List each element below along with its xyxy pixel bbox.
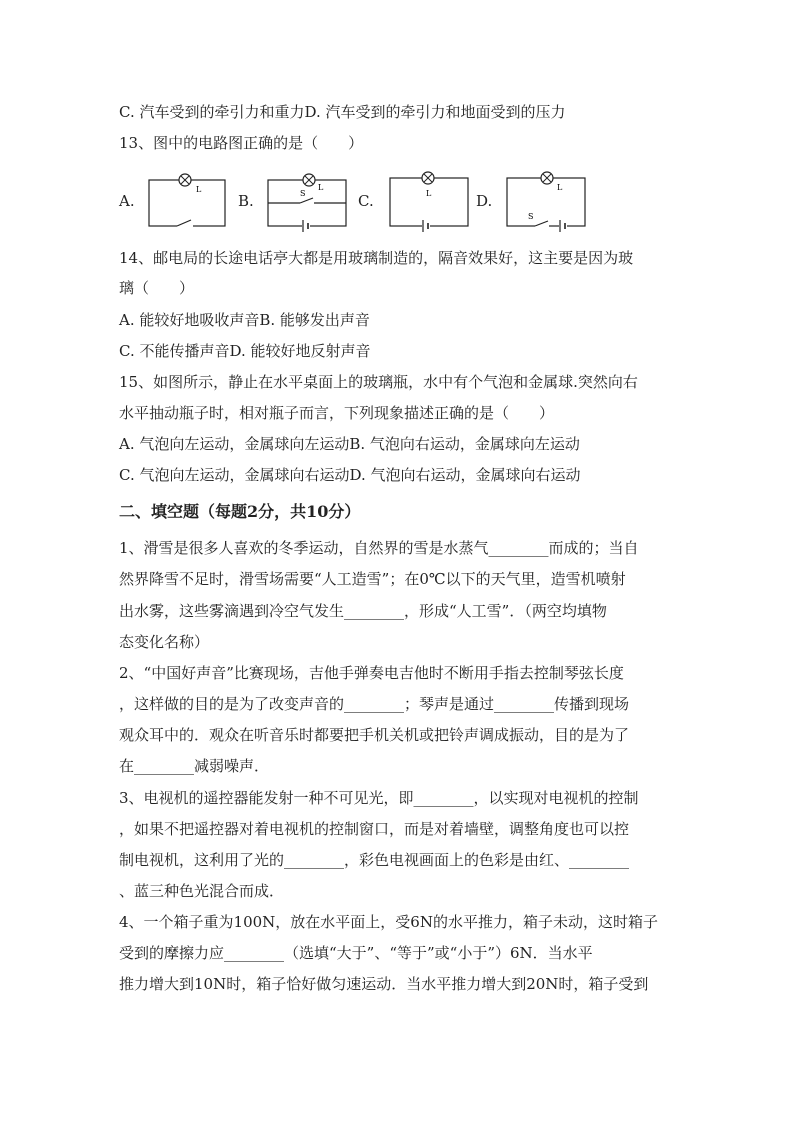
circuit-diagram-a xyxy=(145,170,230,230)
q14-stem-line1: 14、邮电局的长途电话亭大都是用玻璃制造的，隔音效果好，这主要是因为玻 xyxy=(119,249,634,267)
q15-stem-line1: 15、如图所示，静止在水平桌面上的玻璃瓶，水中有个气泡和金属球.突然向右 xyxy=(119,373,638,391)
circuit-option-a-label: A. xyxy=(119,192,135,210)
fill-q3-line4: 、蓝三种色光混合而成． xyxy=(119,882,285,900)
circuit-option-d-label: D. xyxy=(476,192,493,210)
lamp-label: L xyxy=(557,183,563,192)
circuit-diagram-c xyxy=(386,170,472,232)
circuit-option-b-label: B. xyxy=(238,192,254,210)
lamp-label: L xyxy=(318,183,324,192)
fill-q4-line3: 推力增大到10N时，箱子恰好做匀速运动．当水平推力增大到20N时，箱子受到 xyxy=(119,975,649,993)
fill-q4-line2: 受到的摩擦力应________（选填“大于”、“等于”或“小于”）6N．当水平 xyxy=(119,944,593,962)
q15-option-ab: A. 气泡向左运动，金属球向左运动B. 气泡向右运动，金属球向左运动 xyxy=(119,435,580,453)
fill-q2-line3: 观众耳中的．观众在听音乐时都要把手机关机或把铃声调成振动，目的是为了 xyxy=(119,726,630,744)
fill-q2-line2: ，这样做的目的是为了改变声音的________；琴声是通过________传播到现场 xyxy=(119,695,630,713)
fill-q2-line4: 在________减弱噪声． xyxy=(119,757,270,775)
fill-q1-line2: 然界降雪不足时，滑雪场需要“人工造雪”；在0℃以下的天气里，造雪机喷射 xyxy=(119,570,626,588)
circuit-diagram-d xyxy=(503,170,589,232)
fill-q1-line4: 态变化名称） xyxy=(119,633,210,651)
lamp-label: L xyxy=(426,189,432,198)
lamp-label: L xyxy=(196,185,202,194)
q15-stem-line2: 水平抽动瓶子时，相对瓶子而言，下列现象描述正确的是（ ） xyxy=(119,404,555,422)
circuit-option-c-label: C. xyxy=(358,192,374,210)
switch-label: S xyxy=(300,189,306,198)
fill-q1-line1: 1、滑雪是很多人喜欢的冬季运动，自然界的雪是水蒸气________而成的；当自 xyxy=(119,539,639,557)
fill-q3-line3: 制电视机，这利用了光的________，彩色电视画面上的色彩是由红、________ xyxy=(119,851,630,869)
q13-stem: 13、图中的电路图正确的是（ ） xyxy=(119,134,364,152)
fill-q4-line1: 4、一个箱子重为100N，放在水平面上，受6N的水平推力，箱子未动，这时箱子 xyxy=(119,913,658,931)
fill-q3-line1: 3、电视机的遥控器能发射一种不可见光，即________，以实现对电视机的控制 xyxy=(119,789,639,807)
fill-q2-line1: 2、“中国好声音”比赛现场，吉他手弹奏电吉他时不断用手指去控制琴弦长度 xyxy=(119,664,624,682)
switch-label: S xyxy=(528,212,534,221)
q14-stem-line2: 璃（ ） xyxy=(119,279,195,297)
q15-option-cd: C. 气泡向左运动，金属球向右运动D. 气泡向右运动，金属球向右运动 xyxy=(119,466,581,484)
section-heading: 二、填空题（每题2分，共10分） xyxy=(119,502,361,521)
q14-option-cd: C. 不能传播声音D. 能较好地反射声音 xyxy=(119,342,371,360)
q14-option-ab: A. 能较好地吸收声音B. 能够发出声音 xyxy=(119,311,370,329)
q12-option-cd: C. 汽车受到的牵引力和重力D. 汽车受到的牵引力和地面受到的压力 xyxy=(119,103,566,121)
circuit-diagram-b xyxy=(262,170,352,232)
fill-q3-line2: ，如果不把遥控器对着电视机的控制窗口，而是对着墙壁，调整角度也可以控 xyxy=(119,820,630,838)
fill-q1-line3: 出水雾，这些雾滴遇到冷空气发生________，形成“人工雪”．（两空均填物 xyxy=(119,602,607,620)
